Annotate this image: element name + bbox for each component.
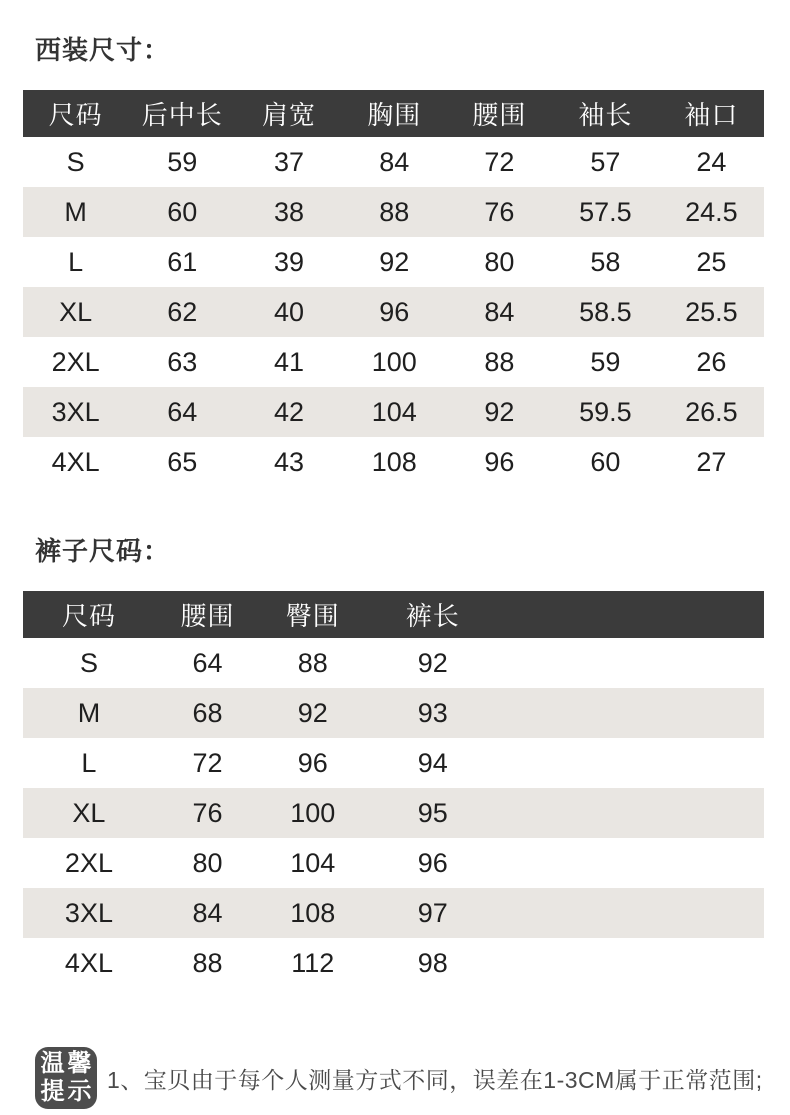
measure-cell: 39: [236, 237, 341, 287]
measure-cell: 64: [128, 387, 236, 437]
measure-cell: 92: [447, 387, 552, 437]
measure-cell: 96: [365, 838, 500, 888]
suit-size-table: [23, 90, 764, 487]
measure-cell: 57.5: [552, 187, 659, 237]
size-cell: M: [23, 688, 155, 738]
measure-cell: 42: [236, 387, 341, 437]
measure-cell: 24: [659, 137, 764, 187]
warm-tip-badge: [35, 1047, 97, 1109]
column-header: 尺码: [23, 90, 128, 137]
measure-cell: 84: [447, 287, 552, 337]
measure-cell: 84: [342, 137, 447, 187]
measure-cell: 94: [365, 738, 500, 788]
measure-cell: 59: [128, 137, 236, 187]
column-header: 袖长: [552, 90, 659, 137]
column-header: 臀围: [260, 591, 365, 638]
measure-cell: 88: [155, 938, 260, 988]
warm-tip-row: [35, 1047, 790, 1109]
measure-cell: 108: [260, 888, 365, 938]
table-row: [23, 688, 764, 738]
measure-cell: 96: [447, 437, 552, 487]
measure-cell: 60: [552, 437, 659, 487]
measure-cell: 60: [128, 187, 236, 237]
filler-cell: [500, 688, 764, 738]
measure-cell: 80: [155, 838, 260, 888]
table-row: [23, 738, 764, 788]
size-cell: 2XL: [23, 838, 155, 888]
column-header: 尺码: [23, 591, 155, 638]
size-cell: L: [23, 738, 155, 788]
measure-cell: 95: [365, 788, 500, 838]
suit-size-section: [0, 0, 790, 487]
column-header: 后中长: [128, 90, 236, 137]
measure-cell: 25: [659, 237, 764, 287]
measure-cell: 104: [342, 387, 447, 437]
table-row: [23, 788, 764, 838]
column-header: 腰围: [155, 591, 260, 638]
pants-size-title: 裤子尺码：: [35, 536, 171, 566]
measure-cell: 98: [365, 938, 500, 988]
column-header: 腰围: [447, 90, 552, 137]
measure-cell: 68: [155, 688, 260, 738]
measure-cell: 24.5: [659, 187, 764, 237]
table-row: [23, 638, 764, 688]
measure-cell: 59: [552, 337, 659, 387]
suit-size-title: 西装尺寸：: [35, 35, 171, 65]
measure-cell: 108: [342, 437, 447, 487]
measure-cell: 76: [155, 788, 260, 838]
measure-cell: 37: [236, 137, 341, 187]
table-row: [23, 888, 764, 938]
warm-tip-badge-line2: 提示: [40, 1078, 95, 1105]
table-row: [23, 387, 764, 437]
measure-cell: 26: [659, 337, 764, 387]
size-cell: XL: [23, 287, 128, 337]
measure-cell: 112: [260, 938, 365, 988]
table-row: [23, 838, 764, 888]
column-header: 裤长: [365, 591, 500, 638]
filler-cell: [500, 788, 764, 838]
table-row: [23, 237, 764, 287]
measure-cell: 57: [552, 137, 659, 187]
measure-cell: 59.5: [552, 387, 659, 437]
column-header: 胸围: [342, 90, 447, 137]
measure-cell: 41: [236, 337, 341, 387]
measure-cell: 104: [260, 838, 365, 888]
size-cell: 4XL: [23, 437, 128, 487]
measure-cell: 100: [260, 788, 365, 838]
measure-cell: 72: [447, 137, 552, 187]
size-cell: S: [23, 638, 155, 688]
measure-cell: 40: [236, 287, 341, 337]
table-row: [23, 938, 764, 988]
table-row: [23, 337, 764, 387]
measure-cell: 64: [155, 638, 260, 688]
pants-size-section: [0, 487, 790, 988]
size-cell: 4XL: [23, 938, 155, 988]
measure-cell: 26.5: [659, 387, 764, 437]
measure-cell: 58: [552, 237, 659, 287]
measure-cell: 76: [447, 187, 552, 237]
filler-cell: [500, 938, 764, 988]
warm-tip-badge-line1: 温馨: [40, 1050, 95, 1077]
measure-cell: 100: [342, 337, 447, 387]
measure-cell: 38: [236, 187, 341, 237]
measure-cell: 92: [260, 688, 365, 738]
measure-cell: 92: [342, 237, 447, 287]
measure-cell: 84: [155, 888, 260, 938]
pants-size-table: [23, 591, 764, 988]
measure-cell: 97: [365, 888, 500, 938]
header-filler: [500, 591, 764, 638]
filler-cell: [500, 638, 764, 688]
size-cell: 2XL: [23, 337, 128, 387]
measure-cell: 88: [342, 187, 447, 237]
measure-cell: 65: [128, 437, 236, 487]
measure-cell: 43: [236, 437, 341, 487]
measure-cell: 96: [260, 738, 365, 788]
measure-cell: 88: [447, 337, 552, 387]
warm-tip-text: 1、宝贝由于每个人测量方式不同，误差在1-3CM属于正常范围;: [107, 1066, 763, 1093]
size-cell: 3XL: [23, 387, 128, 437]
size-cell: S: [23, 137, 128, 187]
header-row: [23, 591, 764, 638]
measure-cell: 25.5: [659, 287, 764, 337]
column-header: 肩宽: [236, 90, 341, 137]
measure-cell: 92: [365, 638, 500, 688]
column-header: 袖口: [659, 90, 764, 137]
table-row: [23, 287, 764, 337]
size-cell: M: [23, 187, 128, 237]
size-cell: 3XL: [23, 888, 155, 938]
measure-cell: 63: [128, 337, 236, 387]
filler-cell: [500, 738, 764, 788]
measure-cell: 72: [155, 738, 260, 788]
measure-cell: 61: [128, 237, 236, 287]
measure-cell: 27: [659, 437, 764, 487]
size-cell: XL: [23, 788, 155, 838]
filler-cell: [500, 888, 764, 938]
filler-cell: [500, 838, 764, 888]
table-row: [23, 187, 764, 237]
measure-cell: 93: [365, 688, 500, 738]
size-cell: L: [23, 237, 128, 287]
measure-cell: 88: [260, 638, 365, 688]
table-row: [23, 437, 764, 487]
header-row: [23, 90, 764, 137]
measure-cell: 58.5: [552, 287, 659, 337]
measure-cell: 96: [342, 287, 447, 337]
measure-cell: 62: [128, 287, 236, 337]
table-row: [23, 137, 764, 187]
measure-cell: 80: [447, 237, 552, 287]
